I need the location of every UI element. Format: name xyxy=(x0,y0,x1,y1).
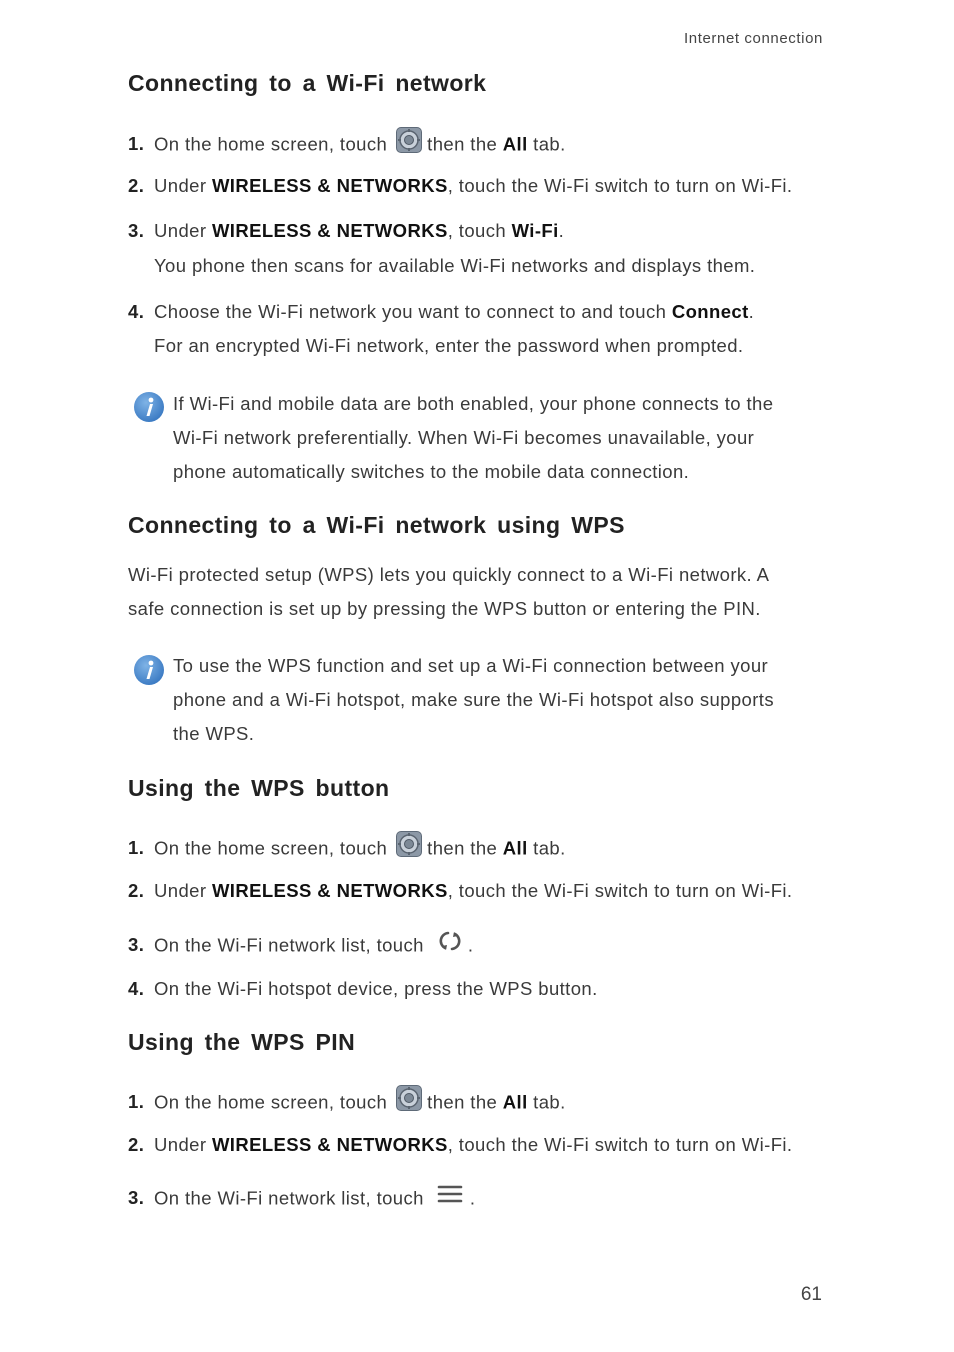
step-3: 3. On the Wi-Fi network list, touch . xyxy=(128,1186,475,1213)
running-header: Internet connection xyxy=(684,30,823,47)
info-icon xyxy=(133,391,165,423)
step-2: 2. Under WIRELESS & NETWORKS, touch the Wi-Fi switch to turn on Wi-Fi. xyxy=(128,175,793,196)
step-1: 1. On the home screen, touch then the All tab. xyxy=(128,1087,566,1120)
step-2: 2. Under WIRELESS & NETWORKS, touch the Wi-Fi switch to turn on Wi-Fi. xyxy=(128,880,793,901)
step-2: 2. Under WIRELESS & NETWORKS, touch the Wi-Fi switch to turn on Wi-Fi. xyxy=(128,1134,793,1155)
step-3: 3. On the Wi-Fi network list, touch . xyxy=(128,932,473,961)
section-title-wifi: Connecting to a Wi-Fi network xyxy=(128,70,487,96)
wps-icon xyxy=(438,929,462,958)
step-4: 4. On the Wi-Fi hotspot device, press the WPS button. xyxy=(128,978,598,999)
note-line: To use the WPS function and set up a Wi-Fi connection between your xyxy=(173,655,769,676)
step-3-sub: You phone then scans for available Wi-Fi networks and displays them. xyxy=(154,255,756,276)
menu-icon xyxy=(436,1183,464,1210)
note-line: the WPS. xyxy=(173,723,255,744)
settings-gear-icon xyxy=(395,1084,423,1117)
note-line: phone automatically switches to the mobile data connection. xyxy=(173,461,690,482)
settings-gear-icon xyxy=(395,126,423,159)
paragraph-line: safe connection is set up by pressing the WPS button or entering the PIN. xyxy=(128,598,761,619)
section-title-wps-pin: Using the WPS PIN xyxy=(128,1029,356,1055)
settings-gear-icon xyxy=(395,830,423,863)
page-number: 61 xyxy=(800,1284,822,1305)
step-4: 4. Choose the Wi-Fi network you want to connect to and touch Connect. xyxy=(128,301,755,322)
note-line: If Wi-Fi and mobile data are both enabled, your phone connects to the xyxy=(173,393,774,414)
info-icon xyxy=(133,654,165,686)
step-4-sub: For an encrypted Wi-Fi network, enter the password when prompted. xyxy=(154,335,744,356)
note-line: Wi-Fi network preferentially. When Wi-Fi becomes unavailable, your xyxy=(173,427,755,448)
step-3: 3. Under WIRELESS & NETWORKS, touch Wi-Fi. xyxy=(128,220,565,241)
section-title-wps: Connecting to a Wi-Fi network using WPS xyxy=(128,512,625,538)
section-title-wps-button: Using the WPS button xyxy=(128,775,390,801)
paragraph-line: Wi-Fi protected setup (WPS) lets you quickly connect to a Wi-Fi network. A xyxy=(128,564,770,585)
step-1: 1. On the home screen, touch then the All tab. xyxy=(128,129,566,162)
step-1: 1. On the home screen, touch then the All tab. xyxy=(128,833,566,866)
note-line: phone and a Wi-Fi hotspot, make sure the Wi-Fi hotspot also supports xyxy=(173,689,774,710)
